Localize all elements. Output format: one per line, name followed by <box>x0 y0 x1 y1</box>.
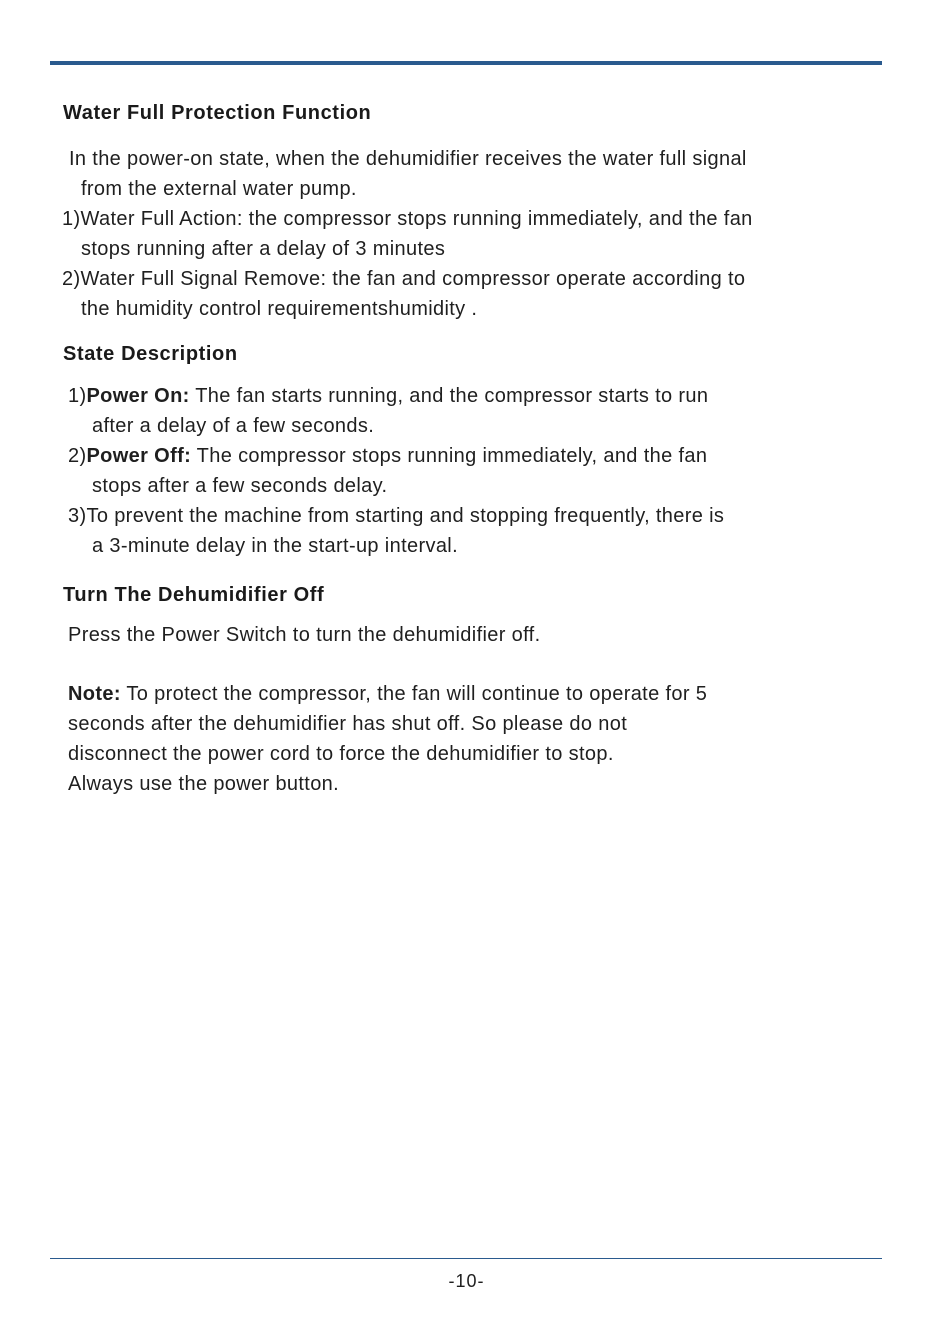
note-text-1: To protect the compressor, the fan will continue to operate for 5 <box>120 683 708 705</box>
power-off-label: Power Off: <box>86 445 192 467</box>
page-number: -10- <box>448 1271 485 1291</box>
note-line-4: Always use the power button. <box>68 773 340 795</box>
power-off-text: The compressor stops running immediately, and the fan <box>191 445 708 467</box>
prevent-line-2: a 3-minute delay in the start-up interval. <box>92 535 458 557</box>
note-line-2: seconds after the dehumidifier has shut off. So please do not <box>68 713 628 735</box>
note-line-1 <box>68 683 707 706</box>
water-full-heading: Water Full Protection Function <box>63 102 372 124</box>
water-full-remove-line-2: the humidity control requirementshumidity . <box>81 298 478 320</box>
water-full-remove-line-1: 2)Water Full Signal Remove: the fan and compressor operate according to <box>62 268 746 290</box>
power-off-prefix: 2) <box>68 445 87 467</box>
water-full-action-line-2: stops running after a delay of 3 minutes <box>81 238 446 260</box>
power-on-line-1 <box>68 385 708 408</box>
power-on-text: The fan starts running, and the compressor starts to run <box>189 385 709 407</box>
turn-off-heading: Turn The Dehumidifier Off <box>63 584 325 606</box>
water-full-action-line-1: 1)Water Full Action: the compressor stops running immediately, and the fan <box>62 208 753 230</box>
water-full-intro-line-2: from the external water pump. <box>81 178 357 200</box>
turn-off-text: Press the Power Switch to turn the dehumidifier off. <box>68 624 541 646</box>
prevent-line-1: 3)To prevent the machine from starting and stopping frequently, there is <box>68 505 725 527</box>
note-label: Note: <box>68 683 121 705</box>
power-on-label: Power On: <box>86 385 190 407</box>
note-line-3: disconnect the power cord to force the dehumidifier to stop. <box>68 743 614 765</box>
water-full-intro-line-1: In the power-on state, when the dehumidifier receives the water full signal <box>69 148 747 170</box>
power-on-prefix: 1) <box>68 385 87 407</box>
power-off-line-1 <box>68 445 707 468</box>
bottom-rule <box>50 1258 882 1259</box>
power-on-line-2: after a delay of a few seconds. <box>92 415 375 437</box>
state-description-heading: State Description <box>63 343 238 365</box>
power-off-line-2: stops after a few seconds delay. <box>92 475 388 497</box>
top-rule <box>50 61 882 65</box>
